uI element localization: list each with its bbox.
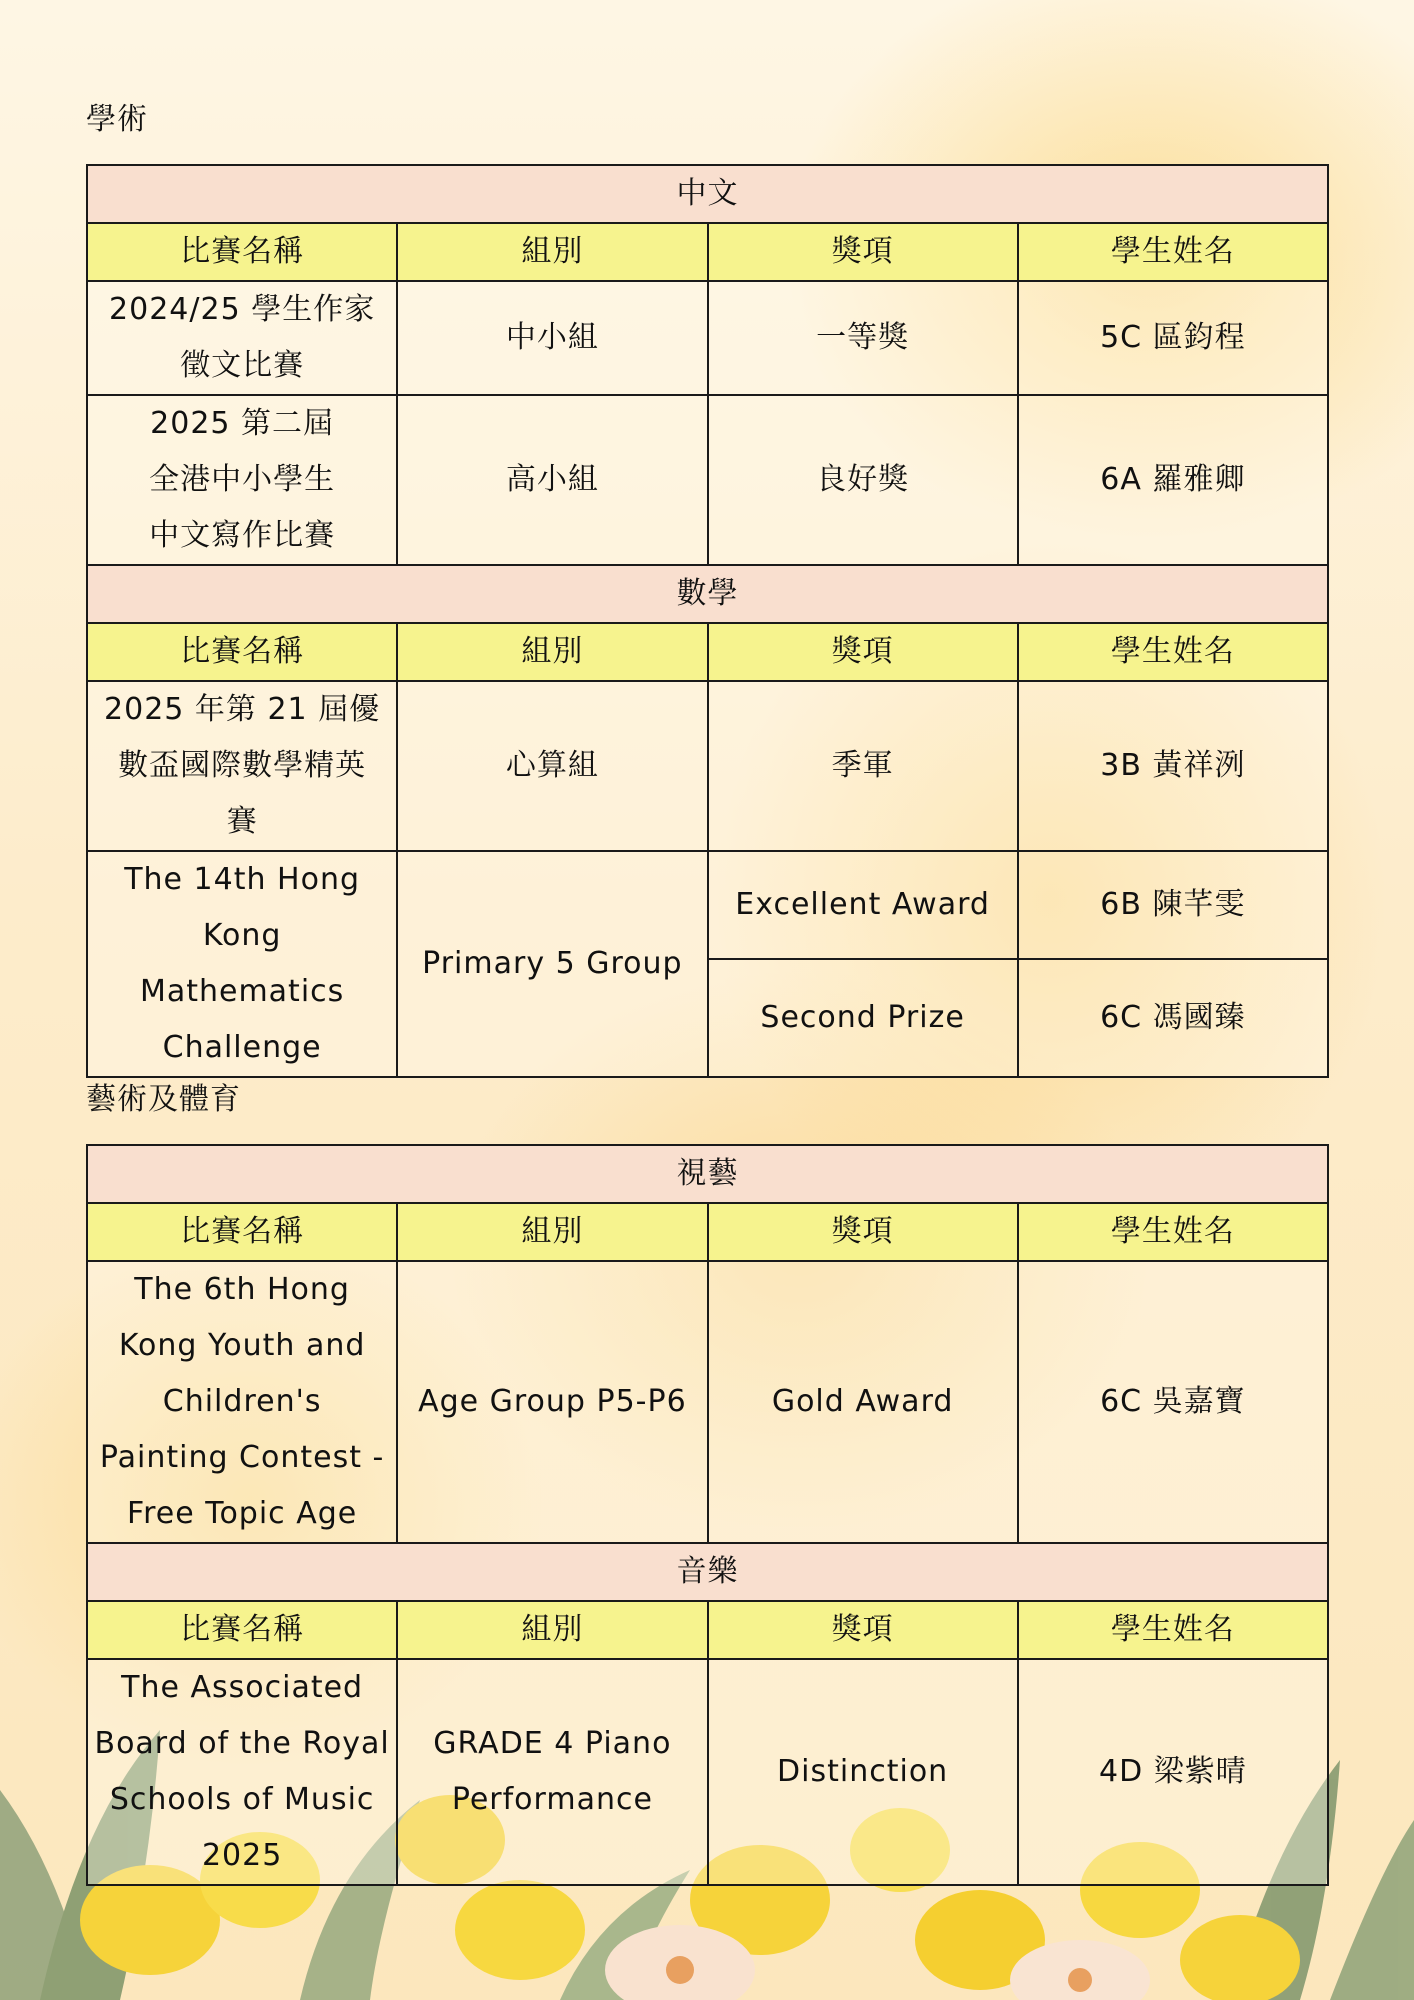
competition-cell: 2025 年第 21 屆優 數盃國際數學精英 賽 [87,681,397,851]
header-student: 學生姓名 [1018,1203,1328,1261]
competition-cell: 2025 第二屆 全港中小學生 中文寫作比賽 [87,395,397,565]
student-cell: 6C 吳嘉寶 [1018,1261,1328,1543]
student-cell: 4D 梁紫晴 [1018,1659,1328,1885]
header-group: 組別 [397,623,707,681]
section-label-academic: 學術 [86,102,148,137]
group-cell: 中小組 [397,281,707,395]
group-cell: 心算組 [397,681,707,851]
group-cell: GRADE 4 Piano Performance [397,1659,707,1885]
academic-awards-table [86,164,1329,1078]
header-group: 組別 [397,223,707,281]
category-title-visual-arts: 視藝 [87,1145,1328,1203]
header-student: 學生姓名 [1018,223,1328,281]
competition-cell: The 14th Hong Kong Mathematics Challenge [87,851,397,1077]
header-student: 學生姓名 [1018,623,1328,681]
header-award: 獎項 [708,623,1018,681]
table-row [87,1261,1328,1543]
table-row [87,281,1328,395]
award-cell: Excellent Award [708,851,1018,959]
student-cell: 6A 羅雅卿 [1018,395,1328,565]
award-cell: 季軍 [708,681,1018,851]
section-label-arts-sports: 藝術及體育 [86,1082,241,1117]
header-competition: 比賽名稱 [87,1601,397,1659]
arts-awards-table [86,1144,1329,1886]
table-row [87,851,1328,959]
category-title-math: 數學 [87,565,1328,623]
group-cell: 高小組 [397,395,707,565]
header-award: 獎項 [708,1203,1018,1261]
header-group: 組別 [397,1601,707,1659]
group-cell: Primary 5 Group [397,851,707,1077]
header-competition: 比賽名稱 [87,223,397,281]
student-cell: 6B 陳芊雯 [1018,851,1328,959]
student-cell: 3B 黃祥洌 [1018,681,1328,851]
header-award: 獎項 [708,223,1018,281]
header-competition: 比賽名稱 [87,623,397,681]
category-title-music: 音樂 [87,1543,1328,1601]
award-cell: 良好獎 [708,395,1018,565]
table-row [87,681,1328,851]
award-cell: Second Prize [708,959,1018,1077]
category-title-chinese: 中文 [87,165,1328,223]
table-row [87,1659,1328,1885]
header-competition: 比賽名稱 [87,1203,397,1261]
competition-cell: The 6th Hong Kong Youth and Children's Painting Contest - Free Topic Age [87,1261,397,1543]
header-award: 獎項 [708,1601,1018,1659]
competition-cell: The Associated Board of the Royal Schools of Music 2025 [87,1659,397,1885]
student-cell: 6C 馮國臻 [1018,959,1328,1077]
award-cell: Distinction [708,1659,1018,1885]
award-cell: 一等獎 [708,281,1018,395]
header-student: 學生姓名 [1018,1601,1328,1659]
header-group: 組別 [397,1203,707,1261]
table-row [87,395,1328,565]
group-cell: Age Group P5-P6 [397,1261,707,1543]
award-cell: Gold Award [708,1261,1018,1543]
competition-cell: 2024/25 學生作家 徵文比賽 [87,281,397,395]
student-cell: 5C 區鈞程 [1018,281,1328,395]
